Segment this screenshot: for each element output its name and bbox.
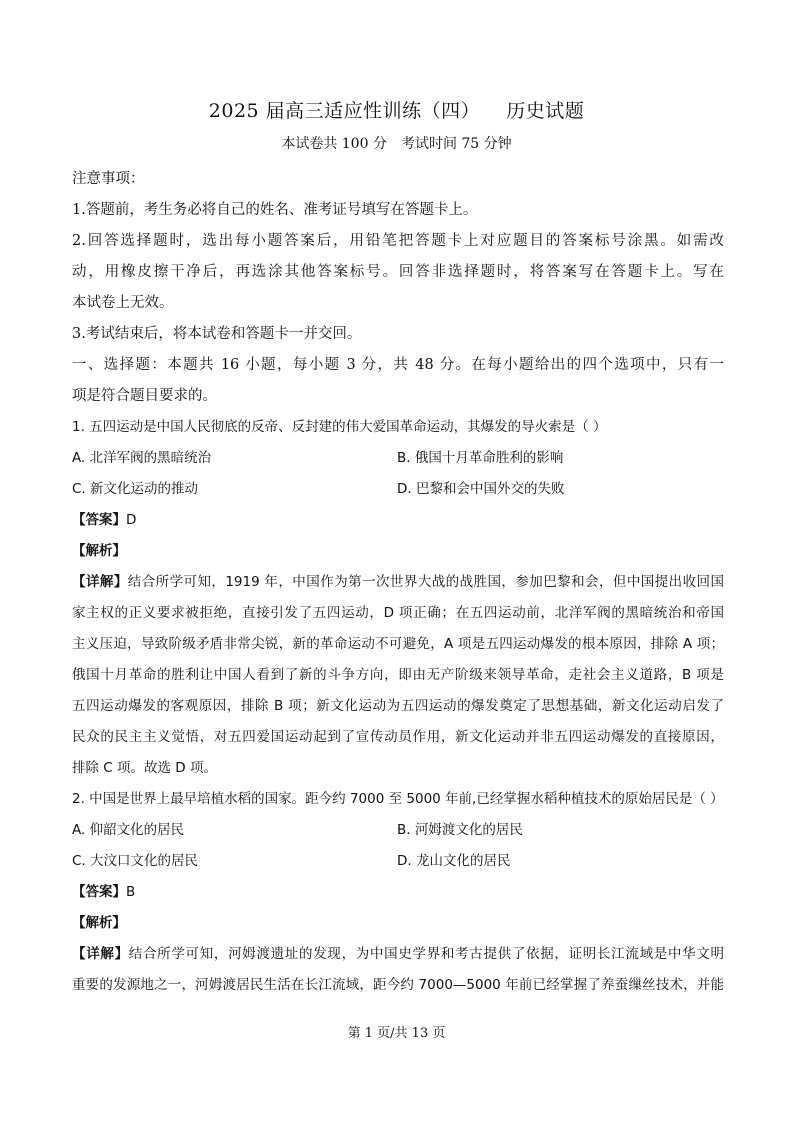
question-2-detail-line-1 [72,939,724,970]
question-1-options-row-2 [72,474,724,505]
detail-text: 结合所学可知，1919 年，中国作为第一次世界大战的战胜国，参加巴黎和会，但中国提出收回国 [127,574,724,590]
notice-heading: 注意事项： [72,171,145,187]
question-1-answer [72,505,724,536]
question-1-option-b: B. 俄国十月革命胜利的影响 [397,450,564,466]
question-2-analysis-tag: 【解析】 [72,915,126,931]
question-2-answer [72,877,724,908]
question-2-option-b: B. 河姆渡文化的居民 [397,822,523,838]
question-2-options-row-1 [72,815,724,846]
question-2-stem: 2. 中国是世界上最早培植水稻的国家。距今约 7000 至 5000 年前,已经掌握水稻种植技术的原始居民是（ ） [72,791,724,807]
title-subject: 历史试题 [506,100,585,122]
exam-info [0,133,793,153]
answer-tag: 【答案】 [72,884,126,900]
question-1-analysis-tag: 【解析】 [72,543,126,559]
detail-text: 结合所学可知，河姆渡遗址的发现，为中国史学界和考古提供了依据，证明长江流域是中华文明 [128,946,724,962]
detail-tag: 【详解】 [72,574,128,590]
time-info: 考试时间 75 分钟 [400,136,512,152]
section-heading-line-2: 项是符合题目要求的。 [72,388,217,404]
answer-value: B [126,884,136,900]
notice-item-3: 3.考试结束后，将本试卷和答题卡一并交回。 [72,326,362,342]
notice-item-2-line-3: 本试卷上无效。 [72,295,174,311]
question-2-option-a: A. 仰韶文化的居民 [72,822,185,838]
notice-item-1: 1.答题前，考生务必将自己的姓名、准考证号填写在答题卡上。 [72,202,478,218]
document-body [72,164,724,1001]
question-1-detail-line-6: 民众的民主主义觉悟，对五四爱国运动起到了宣传动员作用，新文化运动并非五四运动爆发的直接原因， [72,729,724,745]
question-1-option-d: D. 巴黎和会中国外交的失败 [397,481,565,497]
question-2-detail-line-2: 重要的发源地之一，河姆渡居民生活在长江流域，距今约 7000—5000 年前已经掌握了养蚕缫丝技术，并能 [72,977,724,993]
question-1-detail-line-3: 主义压迫，导致阶级矛盾非常尖锐，新的革命运动不可避免，A 项是五四运动爆发的根本原因，排除 A 项； [72,636,724,652]
notice-item-2-line-1: 2.回答选择题时，选出每小题答案后，用铅笔把答题卡上对应题目的答案标号涂黑。如需改 [72,233,724,249]
section-heading-line-1: 一、选择题：本题共 16 小题，每小题 3 分，共 48 分。在每小题给出的四个选项中，只有一 [72,357,724,373]
question-1-detail-line-7: 排除 C 项。故选 D 项。 [72,760,217,776]
notice-item-2-line-2: 动，用橡皮擦干净后，再选涂其他答案标号。回答非选择题时，将答案写在答题卡上。写在 [72,264,724,280]
question-2-option-c: C. 大汶口文化的居民 [72,853,199,869]
question-2-option-d: D. 龙山文化的居民 [397,853,511,869]
answer-tag: 【答案】 [72,512,126,528]
question-1-detail-line-4: 俄国十月革命的胜利让中国人看到了新的斗争方向，即由无产阶级来领导革命，走社会主义道路，B 项是 [72,667,724,683]
question-1-stem: 1. 五四运动是中国人民彻底的反帝、反封建的伟大爱国革命运动，其爆发的导火索是（ ） [72,419,607,435]
question-1-options-row-1 [72,443,724,474]
question-1-option-c: C. 新文化运动的推动 [72,481,199,497]
question-1-detail-line-2: 家主权的正义要求被拒绝，直接引发了五四运动，D 项正确；在五四运动前，北洋军阀的黑暗统治和帝国 [72,605,724,621]
score-info: 本试卷共 100 分 [281,136,387,152]
question-1-detail-line-1 [72,567,724,598]
title-main: 2025 届高三适应性训练（四） [208,100,481,122]
page-title [0,96,793,123]
question-1-option-a: A. 北洋军阀的黑暗统治 [72,450,212,466]
question-2-options-row-2 [72,846,724,877]
detail-tag: 【详解】 [72,946,129,962]
question-1-detail-line-5: 五四运动爆发的客观原因，排除 B 项；新文化运动为五四运动的爆发奠定了思想基础，新文化运动启发了 [72,698,724,714]
answer-value: D [126,512,137,528]
page-footer: 第 1 页/共 13 页 [347,1026,446,1041]
